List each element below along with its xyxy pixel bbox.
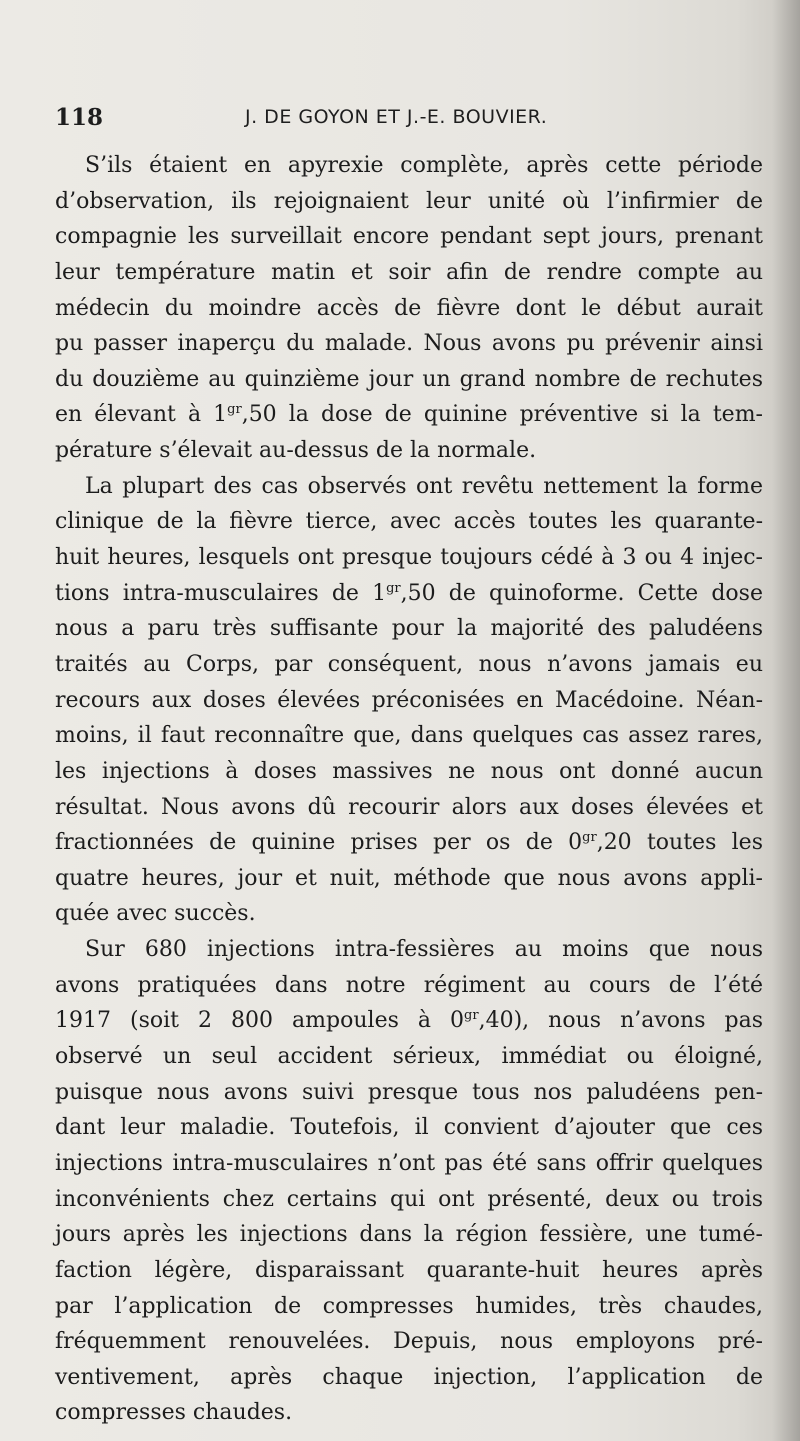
text-line: les injections à doses massives ne nous ont donné aucun (55, 758, 763, 784)
text-line: en élevant à $1^{gr},50$ la dose de quinine préventive si la tem- (55, 402, 763, 428)
text-line: du douzième au quinzième jour un grand nombre de rechutes (55, 366, 763, 392)
text-line: quée avec succès. (55, 901, 256, 927)
paragraph (55, 148, 763, 469)
body-text (55, 148, 763, 1431)
text-line: traités au Corps, par conséquent, nous n’avons jamais eu (55, 651, 763, 677)
text-line: jours après les injections dans la région fessière, une tumé- (55, 1222, 763, 1248)
text-line: inconvénients chez certains qui ont présenté, deux ou trois (55, 1186, 763, 1212)
page-header (55, 104, 765, 134)
text-line: S’ils étaient en apyrexie complète, après cette période (85, 153, 763, 178)
text-line: avons pratiquées dans notre régiment au cours de l’été (55, 972, 763, 998)
text-line: par l’application de compresses humides, très chaudes, (55, 1293, 763, 1319)
page-number: 118 (55, 104, 104, 131)
text-line: faction légère, disparaissant quarante-huit heures après (55, 1257, 763, 1283)
text-line: 1917 (soit 2 800 ampoules à $0^{gr},40$), nous n’avons pas (55, 1008, 764, 1034)
text-line: d’observation, ils rejoignaient leur unité où l’infirmier de (55, 188, 763, 214)
text-line: compresses chaudes. (55, 1400, 293, 1426)
text-line: ventivement, après chaque injection, l’application de (55, 1364, 763, 1390)
text-line: médecin du moindre accès de fièvre dont le début aurait (55, 295, 763, 321)
text-line: pérature s’élevait au-dessus de la normale. (55, 438, 537, 464)
running-head: J. DE GOYON ET J.-E. BOUVIER. (245, 106, 548, 128)
text-line: La plupart des cas observés ont revêtu nettement la forme (85, 473, 763, 499)
text-line: tions intra-musculaires de $1^{gr},50$ de quinoforme. Cette dose (55, 580, 763, 606)
text-line: résultat. Nous avons dû recourir alors aux doses élevées et (55, 794, 763, 820)
paragraph (55, 932, 763, 1431)
text-line: pu passer inaperçu du malade. Nous avons pu prévenir ainsi (55, 331, 763, 357)
text-line: Sur 680 injections intra-fessières au moins que nous (85, 937, 763, 963)
text-line: injections intra-musculaires n’ont pas été sans offrir quelques (55, 1150, 763, 1176)
text-line: fréquemment renouvelées. Depuis, nous employons pré- (55, 1329, 763, 1355)
text-line: puisque nous avons suivi presque tous nos paludéens pen- (55, 1079, 763, 1105)
text-line: leur température matin et soir afin de rendre compte au (55, 259, 763, 285)
page-gutter-shadow (772, 0, 800, 1441)
text-line: nous a paru très suffisante pour la majorité des paludéens (55, 616, 763, 642)
text-line: recours aux doses élevées préconisées en Macédoine. Néan- (55, 687, 763, 713)
text-line: moins, il faut reconnaître que, dans quelques cas assez rares, (55, 723, 763, 749)
text-line: compagnie les surveillait encore pendant sept jours, prenant (55, 224, 763, 250)
paragraph (55, 469, 763, 932)
text-line: dant leur maladie. Toutefois, il convient d’ajouter que ces (55, 1115, 763, 1141)
text-line: huit heures, lesquels ont presque toujours cédé à 3 ou 4 injec- (55, 545, 763, 571)
text-line: fractionnées de quinine prises per os de $0^{gr},20$ toutes les (55, 830, 763, 856)
text-line: clinique de la fièvre tierce, avec accès toutes les quarante- (55, 509, 763, 535)
text-line: quatre heures, jour et nuit, méthode que nous avons appli- (55, 865, 763, 891)
text-line: observé un seul accident sérieux, immédiat ou éloigné, (55, 1044, 763, 1070)
